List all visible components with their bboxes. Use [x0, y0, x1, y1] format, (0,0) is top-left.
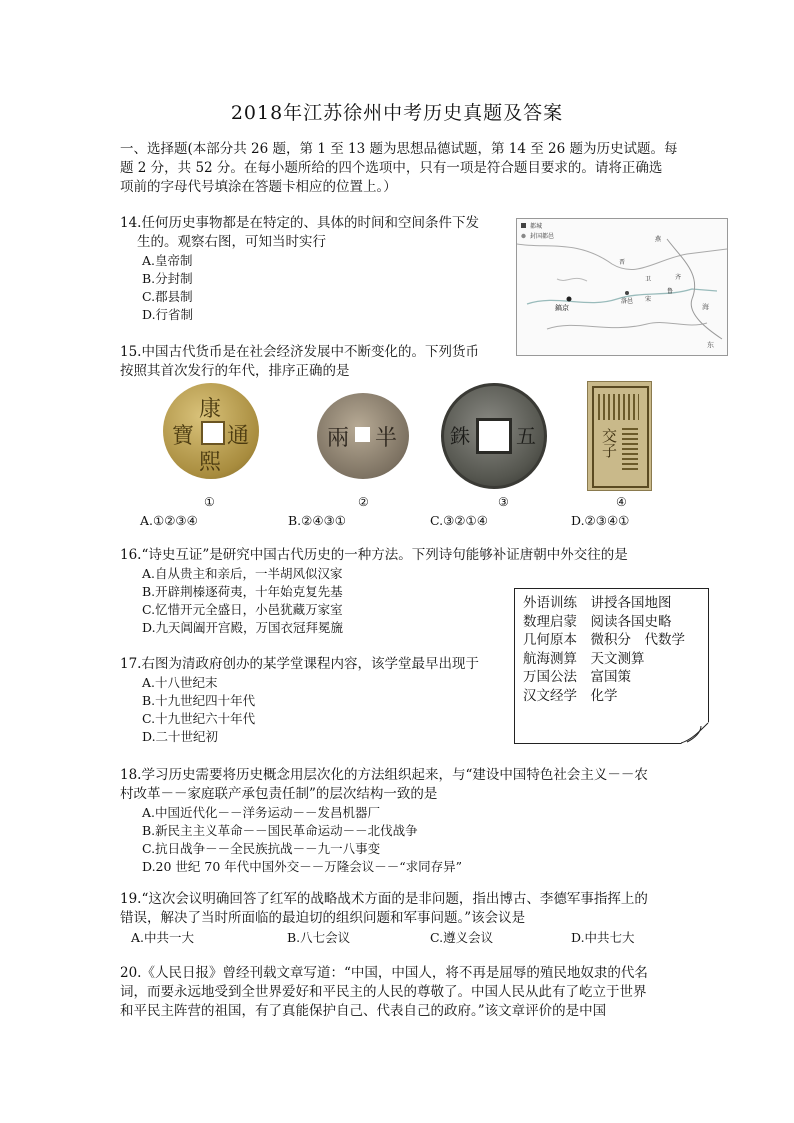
question-14 — [120, 214, 479, 324]
question-15 — [120, 343, 479, 381]
q15-option-c[interactable]: C.③②①④ — [430, 513, 488, 528]
q16-option-c[interactable]: C.忆惜开元全盛日，小邑犹藏万家室 — [142, 602, 343, 617]
label-4: ④ — [616, 495, 627, 509]
instructions-line-2: 题 2 分，共 52 分。在每小题所给的四个选项中，只有一项是符合题目要求的。请将正确选 — [120, 160, 663, 176]
coin-kangxi-bottom-char: 熙 — [199, 450, 222, 475]
section-instructions — [120, 140, 677, 197]
banknote-pattern — [598, 394, 639, 420]
q20-stem-line-1: 20.《人民日报》曾经刊载文章写道：“中国，中国人，将不再是屈辱的殖民地奴隶的代名 — [120, 965, 648, 981]
instructions-line-3: 项前的字母代号填涂在答题卡相应的位置上。） — [120, 179, 397, 195]
legend-capital-marker — [521, 223, 526, 228]
q14-option-c[interactable]: C.郡县制 — [142, 289, 193, 304]
map-label-yan: 燕 — [655, 236, 662, 243]
q17-option-b[interactable]: B.十九世纪四十年代 — [142, 693, 256, 708]
q18-option-b[interactable]: B.新民主主义革命－－国民革命运动－－北伐战争 — [142, 823, 418, 838]
q20-stem-line-2: 词，而要永远地受到全世界爱好和平民主的人民的尊敬了。中国人民从此有了屹立于世界 — [120, 984, 647, 1000]
coin-square-hole — [201, 421, 225, 445]
q14-stem-line-2: 生的。观察右图，可知当时实行 — [137, 234, 326, 250]
map-point-luoyi — [625, 291, 629, 295]
course-row-6: 汉文经学 化学 — [523, 687, 618, 704]
question-17 — [120, 655, 479, 746]
q14-option-a[interactable]: A.皇帝制 — [142, 253, 193, 268]
coin-wuzhu — [441, 383, 547, 489]
q19-option-b[interactable]: B.八七会议 — [287, 930, 351, 945]
coin-square-hole — [476, 418, 512, 454]
banknote-text-block — [622, 428, 638, 470]
page-curl — [681, 722, 709, 744]
question-18 — [120, 766, 648, 876]
legend-fief-label: 封国都邑 — [530, 233, 555, 240]
q15-option-b[interactable]: B.②④③① — [288, 513, 346, 528]
coin-kangxi-right-char: 通 — [227, 424, 250, 449]
q16-option-b[interactable]: B.开辟荆榛逐荷夷，十年始克复先基 — [142, 584, 343, 599]
q17-option-d[interactable]: D.二十世纪初 — [142, 729, 219, 744]
q16-stem: 16.“诗史互证”是研究中国古代历史的一种方法。下列诗句能够补证唐朝中外交往的是 — [120, 547, 628, 563]
instructions-line-1: 一、选择题(本部分共 26 题，第 1 至 13 题为思想品德试题，第 14 至 26 题为历史试题。每 — [120, 141, 678, 157]
map-label-luoyi: 洛邑 — [621, 298, 634, 305]
coin-wuzhu-right-char: 五 — [516, 424, 536, 448]
q17-stem: 17.右图为清政府创办的某学堂课程内容，该学堂最早出现于 — [120, 656, 479, 672]
q14-stem-line-1: 14.任何历史事物都是在特定的、具体的时间和空间条件下发 — [120, 215, 479, 231]
q18-option-c[interactable]: C.抗日战争－－全民族抗战－－九一八事变 — [142, 841, 381, 856]
label-1: ① — [204, 495, 215, 509]
legend-fief-marker — [521, 234, 525, 238]
label-2: ② — [358, 495, 369, 509]
q19-option-c[interactable]: C.遵义会议 — [430, 930, 494, 945]
q15-option-a[interactable]: A.①②③④ — [140, 513, 198, 528]
coin-banliang-right-char: 半 — [375, 426, 398, 451]
course-row-4: 航海测算 天文测算 — [523, 650, 645, 667]
question-19 — [120, 890, 648, 928]
q15-option-d[interactable]: D.②③④① — [571, 513, 630, 528]
q16-option-a[interactable]: A.自从贵主和亲后，一半胡风似汉家 — [142, 566, 343, 581]
q16-option-d[interactable]: D.九天阊阖开宫殿，万国衣冠拜冕旒 — [142, 620, 344, 635]
page-title: 2018年江苏徐州中考历史真题及答案 — [230, 102, 564, 124]
label-3: ③ — [498, 495, 509, 509]
map-figure — [517, 219, 727, 355]
map-label-wei: 卫 — [645, 276, 652, 283]
jiaozi-banknote — [587, 381, 652, 491]
q19-stem-line-2: 错误，解决了当时所面临的最迫切的组织问题和军事问题。”该会议是 — [120, 910, 526, 926]
banknote-label: 交子 — [600, 428, 618, 458]
coin-kangxi-top-char: 康 — [199, 397, 222, 422]
coin-wuzhu-left-char: 銖 — [450, 424, 470, 448]
western-zhou-map — [516, 218, 728, 356]
map-label-sea: 海 — [702, 303, 709, 311]
q18-stem-line-2: 村改革－－家庭联产承包责任制”的层次结构一致的是 — [120, 786, 438, 802]
q20-stem-line-3: 和平民主阵营的祖国，有了真能保护自己、代表自己的政府。”该文章评价的是中国 — [120, 1003, 607, 1019]
coin-kangxi-left-char: 寶 — [172, 424, 195, 449]
q18-stem-line-1: 18.学习历史需要将历史概念用层次化的方法组织起来，与“建设中国特色社会主义－－农 — [120, 767, 648, 783]
q18-option-a[interactable]: A.中国近代化－－洋务运动－－发昌机器厂 — [142, 805, 381, 820]
q14-option-d[interactable]: D.行省制 — [142, 307, 194, 322]
course-row-2: 数理启蒙 阅读各国史略 — [523, 613, 672, 630]
course-row-5: 万国公法 富国策 — [523, 669, 631, 685]
map-label-qi: 齐 — [675, 274, 682, 281]
map-label-song: 宋 — [645, 296, 652, 303]
map-capital-haojing — [567, 297, 572, 302]
q15-stem-line-1: 15.中国古代货币是在社会经济发展中不断变化的。下列货币 — [120, 344, 479, 360]
q14-option-b[interactable]: B.分封制 — [142, 271, 193, 286]
q17-option-c[interactable]: C.十九世纪六十年代 — [142, 711, 256, 726]
map-label-lu: 鲁 — [667, 288, 674, 295]
course-list-box — [514, 588, 709, 744]
legend-capital-label: 都城 — [530, 223, 543, 230]
map-label-jin: 晋 — [619, 259, 626, 266]
map-label-haojing: 鎬京 — [555, 304, 569, 312]
coin-kangxi — [163, 383, 259, 479]
course-row-3: 几何原本 微积分 代数学 — [523, 632, 685, 648]
coin-banliang — [317, 393, 409, 479]
q15-stem-line-2: 按照其首次发行的年代，排序正确的是 — [120, 363, 350, 379]
q17-option-a[interactable]: A.十八世纪末 — [142, 675, 218, 690]
q19-option-d[interactable]: D.中共七大 — [571, 930, 635, 945]
q18-option-d[interactable]: D.20 世纪 70 年代中国外交－－万隆会议－－“求同存异” — [142, 859, 463, 874]
coin-square-hole — [355, 427, 370, 442]
question-20 — [120, 964, 648, 1021]
map-label-east: 东 — [707, 341, 714, 349]
q19-option-a[interactable]: A.中共一大 — [131, 930, 195, 945]
coin-banliang-left-char: 兩 — [327, 426, 350, 451]
q19-stem-line-1: 19.“这次会议明确回答了红军的战略战术方面的是非问题，指出博古、李德军事指挥上的 — [120, 891, 648, 907]
course-row-1: 外语训练 讲授各国地图 — [523, 595, 672, 611]
